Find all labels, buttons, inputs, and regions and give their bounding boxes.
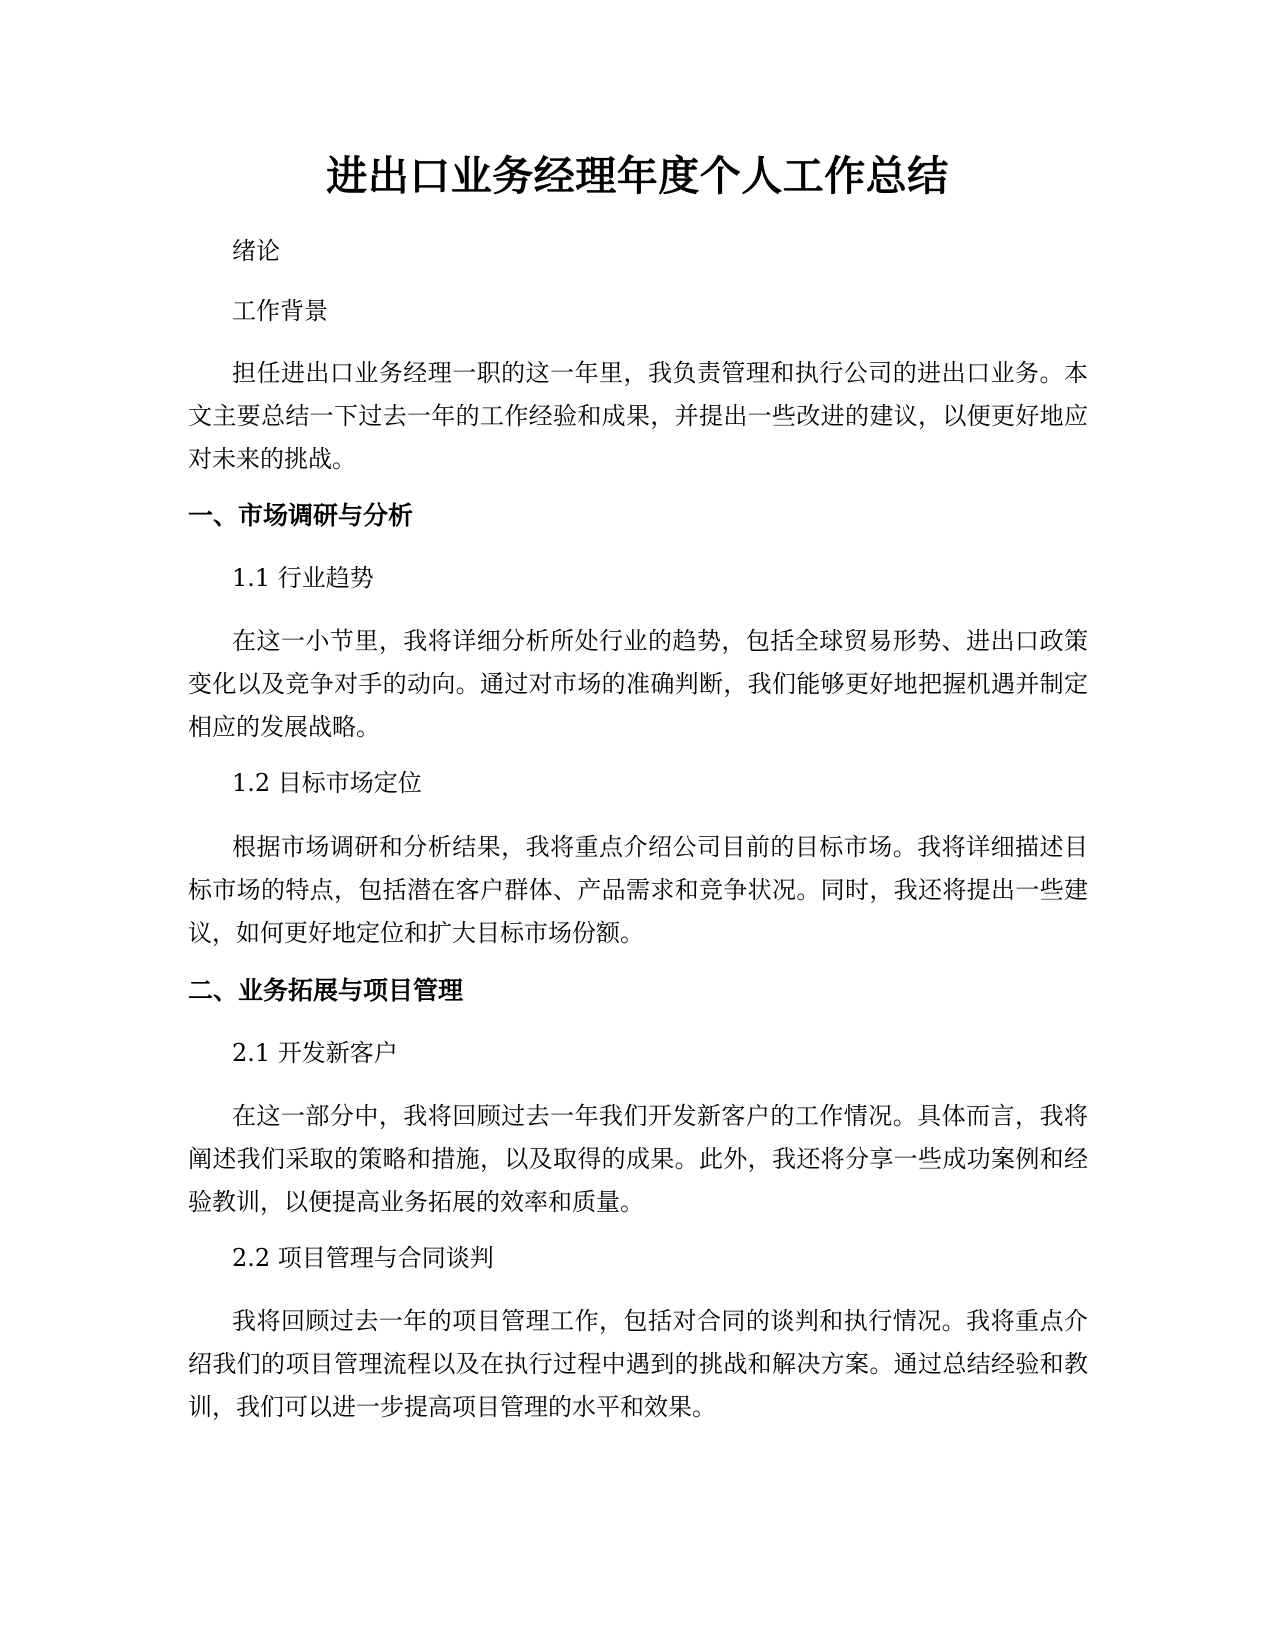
subsection-1-1-paragraph: 在这一小节里，我将详细分析所处行业的趋势，包括全球贸易形势、进出口政策变化以及竞争对手的动向。通过对市场的准确判断，我们能够更好地把握机遇并制定相应的发展战略。 xyxy=(188,627,1088,741)
intro-paragraph: 担任进出口业务经理一职的这一年里，我负责管理和执行公司的进出口业务。本文主要总结一下过去一年的工作经验和成果，并提出一些改进的建议，以便更好地应对未来的挑战。 xyxy=(188,359,1088,473)
subsection-2-1-title: 2.1 开发新客户 xyxy=(232,1039,398,1067)
intro-heading: 绪论 xyxy=(232,237,280,265)
subsection-2-1-paragraph: 在这一部分中，我将回顾过去一年我们开发新客户的工作情况。具体而言，我将阐述我们采取的策略和措施，以及取得的成果。此外，我还将分享一些成功案例和经验教训，以便提高业务拓展的效率和质量。 xyxy=(188,1102,1088,1216)
document-title: 进出口业务经理年度个人工作总结 xyxy=(326,152,949,200)
section-1-heading: 一、市场调研与分析 xyxy=(188,501,414,530)
subsection-1-1-title: 1.1 行业趋势 xyxy=(232,564,374,592)
subsection-1-2-title: 1.2 目标市场定位 xyxy=(232,769,422,797)
subsection-2-2-paragraph: 我将回顾过去一年的项目管理工作，包括对合同的谈判和执行情况。我将重点介绍我们的项目管理流程以及在执行过程中遇到的挑战和解决方案。通过总结经验和教训，我们可以进一步提高项目管理的水平和效果。 xyxy=(188,1307,1088,1421)
section-2-heading: 二、业务拓展与项目管理 xyxy=(188,976,464,1005)
subsection-2-2-title: 2.2 项目管理与合同谈判 xyxy=(232,1244,494,1272)
intro-subheading: 工作背景 xyxy=(232,297,328,325)
subsection-1-2-paragraph: 根据市场调研和分析结果，我将重点介绍公司目前的目标市场。我将详细描述目标市场的特点，包括潜在客户群体、产品需求和竞争状况。同时，我还将提出一些建议，如何更好地定位和扩大目标市场份额。 xyxy=(188,833,1088,947)
